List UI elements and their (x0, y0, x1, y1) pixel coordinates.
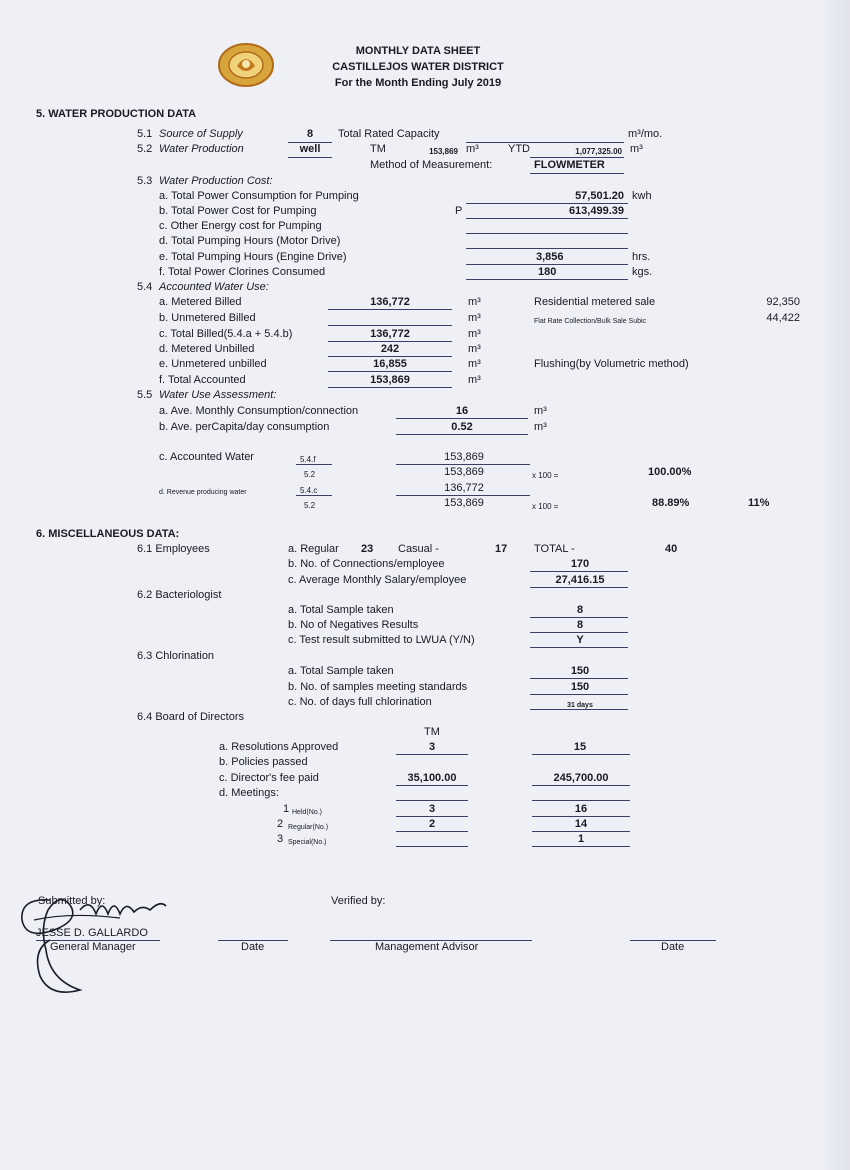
flushing-method-label: Flushing(by Volumetric method) (534, 358, 689, 370)
accounted-numerator-ref: 5.4.f (300, 455, 316, 464)
unmetered-unbilled-label: e. Unmetered unbilled (159, 358, 267, 370)
regular-label: a. Regular (288, 543, 339, 555)
board-tm-header: TM (424, 726, 440, 738)
resolutions-approved-tm: 3 (428, 741, 436, 753)
water-use-assessment-label: Water Use Assessment: (159, 389, 277, 401)
casual-label: Casual - (398, 543, 439, 555)
per-capita-consumption-label: b. Ave. perCapita/day consumption (159, 421, 330, 433)
management-advisor-label: Management Advisor (375, 941, 479, 953)
metered-unbilled-value: 242 (380, 343, 400, 355)
method-of-measurement-label: Method of Measurement: (370, 159, 493, 171)
per-capita-consumption-unit: m³ (534, 421, 547, 433)
production-cost-label: Water Production Cost: (159, 175, 273, 187)
section-6-title: 6. MISCELLANEOUS DATA: (36, 528, 180, 540)
water-district-seal-logo (217, 42, 275, 88)
ytd-unit: m³ (630, 143, 643, 155)
scan-edge-shadow (820, 0, 850, 1170)
held-meetings-ytd: 16 (574, 803, 588, 815)
directors-fee-label: c. Director's fee paid (219, 772, 319, 784)
unmetered-billed-unit: m³ (468, 312, 481, 324)
verified-by-label: Verified by: (331, 895, 386, 907)
engine-hours-unit: hrs. (632, 251, 651, 263)
accounted-multiplier: x 100 = (532, 471, 559, 480)
unmetered-billed-label: b. Unmetered Billed (159, 312, 256, 324)
held-meetings-label: Held(No.) (292, 809, 322, 816)
chlorination-label: 6.3 Chlorination (137, 650, 215, 662)
peso-sign: P (455, 205, 463, 217)
method-of-measurement-value: FLOWMETER (534, 159, 605, 171)
ave-monthly-consumption-unit: m³ (534, 405, 547, 417)
metered-unbilled-label: d. Metered Unbilled (159, 343, 255, 355)
total-employees-value: 40 (665, 543, 678, 555)
engine-hours-value: 3,856 (536, 251, 564, 263)
power-consumption-unit: kwh (632, 190, 652, 202)
total-rated-capacity-label: Total Rated Capacity (338, 128, 440, 140)
samples-meeting-standards-label: b. No. of samples meeting standards (288, 681, 468, 693)
avg-salary-label: c. Average Monthly Salary/employee (288, 574, 467, 586)
samples-meeting-standards-value: 150 (570, 681, 590, 693)
revenue-producing-water-label: d. Revenue producing water (159, 489, 247, 496)
motor-hours-label: d. Total Pumping Hours (Motor Drive) (159, 235, 341, 247)
source-of-supply-label: Source of Supply (159, 128, 243, 140)
power-cost-label: b. Total Power Cost for Pumping (159, 205, 317, 217)
total-employees-label: TOTAL - (534, 543, 575, 555)
chlor-sample-taken-label: a. Total Sample taken (288, 665, 394, 677)
bact-sample-taken-value: 8 (576, 604, 584, 616)
ytd-label: YTD (508, 143, 530, 155)
power-consumption-label: a. Total Power Consumption for Pumping (159, 190, 359, 202)
chlorine-consumed-label: f. Total Power Clorines Consumed (159, 266, 326, 278)
meetings-label: d. Meetings: (219, 787, 279, 799)
chlor-sample-taken-value: 150 (570, 665, 590, 677)
date-label-2: Date (661, 941, 685, 953)
date-label-1: Date (241, 941, 265, 953)
row-5-1-number: 5.1 (137, 128, 153, 140)
source-of-supply-value: 8 (306, 128, 314, 140)
avg-salary-value: 27,416.15 (555, 574, 605, 586)
negative-results-value: 8 (576, 619, 584, 631)
held-meetings-tm: 3 (428, 803, 436, 815)
row-5-5-number: 5.5 (137, 389, 153, 401)
chlorine-consumed-unit: kgs. (632, 266, 653, 278)
chlorine-consumed-value: 180 (538, 266, 557, 278)
revenue-denominator-ref: 5.2 (304, 501, 316, 510)
revenue-numerator: 136,772 (444, 482, 484, 494)
connections-per-employee-value: 170 (570, 558, 590, 570)
special-meetings-ytd: 1 (577, 833, 585, 845)
metered-unbilled-unit: m³ (468, 343, 481, 355)
revenue-numerator-ref: 5.4.c (300, 486, 318, 495)
special-meetings-label: Special(No.) (288, 839, 327, 846)
ave-monthly-consumption-label: a. Ave. Monthly Consumption/connection (159, 405, 359, 417)
per-capita-consumption-value: 0.52 (451, 421, 473, 433)
accounted-denominator-ref: 5.2 (304, 470, 316, 479)
regular-meetings-ytd: 14 (574, 818, 588, 830)
ave-monthly-consumption-value: 16 (455, 405, 469, 417)
water-production-label: Water Production (159, 143, 244, 155)
sheet-title: MONTHLY DATA SHEET (355, 45, 481, 57)
metered-billed-unit: m³ (468, 296, 481, 308)
ytd-production-value: 1,077,325.00 (575, 147, 622, 156)
bacteriologist-label: 6.2 Bacteriologist (137, 589, 222, 601)
full-chlorination-days-label: c. No. of days full chlorination (288, 696, 432, 708)
flat-rate-bulk-sale-value: 44,422 (766, 312, 800, 324)
total-billed-unit: m³ (468, 328, 481, 340)
meeting-1-number: 1 (283, 803, 290, 815)
directors-fee-tm: 35,100.00 (407, 772, 457, 784)
signatory-title: General Manager (50, 941, 136, 953)
unmetered-unbilled-unit: m³ (468, 358, 481, 370)
unmetered-unbilled-value: 16,855 (373, 358, 407, 370)
submitted-by-label: Submitted by: (38, 895, 106, 907)
residential-metered-sale-value: 92,350 (766, 296, 800, 308)
metered-billed-value: 136,772 (370, 296, 410, 308)
employees-label: 6.1 Employees (137, 543, 210, 555)
row-5-2-number: 5.2 (137, 143, 153, 155)
district-name: CASTILLEJOS WATER DISTRICT (332, 61, 504, 73)
full-chlorination-days-value: 31 days (567, 702, 593, 709)
row-5-4-number: 5.4 (137, 281, 153, 293)
total-billed-value: 136,772 (370, 328, 410, 340)
directors-fee-ytd: 245,700.00 (553, 772, 609, 784)
resolutions-approved-label: a. Resolutions Approved (219, 741, 339, 753)
water-production-source: well (299, 143, 321, 155)
section-5-title: 5. WATER PRODUCTION DATA (36, 108, 197, 120)
flat-rate-bulk-sale-label: Flat Rate Collection/Bulk Sale Subic (534, 318, 647, 325)
casual-value: 17 (495, 543, 508, 555)
handwritten-signature (10, 880, 170, 1000)
power-cost-value: 613,499.39 (568, 205, 624, 217)
lwua-submission-value: Y (576, 634, 584, 646)
total-accounted-label: f. Total Accounted (159, 374, 246, 386)
residential-metered-sale-label: Residential metered sale (534, 296, 656, 308)
tm-label: TM (370, 143, 386, 155)
engine-hours-label: e. Total Pumping Hours (Engine Drive) (159, 251, 347, 263)
revenue-multiplier: x 100 = (532, 502, 559, 511)
lwua-submission-label: c. Test result submitted to LWUA (Y/N) (288, 634, 475, 646)
power-consumption-value: 57,501.20 (575, 190, 624, 202)
row-5-3-number: 5.3 (137, 175, 153, 187)
bact-sample-taken-label: a. Total Sample taken (288, 604, 394, 616)
accounted-numerator: 153,869 (444, 451, 484, 463)
non-revenue-percent: 11% (748, 497, 770, 509)
signatory-name: JESSE D. GALLARDO (36, 927, 148, 939)
accounted-water-use-label: Accounted Water Use: (159, 281, 269, 293)
regular-meetings-tm: 2 (428, 818, 436, 830)
connections-per-employee-label: b. No. of Connections/employee (288, 558, 445, 570)
capacity-unit: m³/mo. (628, 128, 663, 140)
tm-unit: m³ (466, 143, 479, 155)
metered-billed-label: a. Metered Billed (159, 296, 242, 308)
revenue-producing-percent: 88.89% (652, 497, 690, 509)
total-accounted-value: 153,869 (370, 374, 410, 386)
total-accounted-unit: m³ (468, 374, 481, 386)
revenue-denominator: 153,869 (444, 497, 484, 509)
total-billed-label: c. Total Billed(5.4.a + 5.4.b) (159, 328, 293, 340)
regular-value: 23 (361, 543, 374, 555)
regular-meetings-label: Regular(No.) (288, 824, 329, 831)
meeting-3-number: 3 (277, 833, 284, 845)
negative-results-label: b. No of Negatives Results (288, 619, 419, 631)
accounted-denominator: 153,869 (444, 466, 484, 478)
other-energy-cost-label: c. Other Energy cost for Pumping (159, 220, 322, 232)
month-ending: For the Month Ending July 2019 (334, 77, 502, 89)
accounted-water-percent: 100.00% (648, 466, 692, 478)
board-of-directors-label: 6.4 Board of Directors (137, 711, 244, 723)
resolutions-approved-ytd: 15 (573, 741, 587, 753)
tm-production-value: 153,869 (429, 147, 458, 156)
accounted-water-label: c. Accounted Water (159, 451, 254, 463)
meeting-2-number: 2 (277, 818, 284, 830)
policies-passed-label: b. Policies passed (219, 756, 308, 768)
